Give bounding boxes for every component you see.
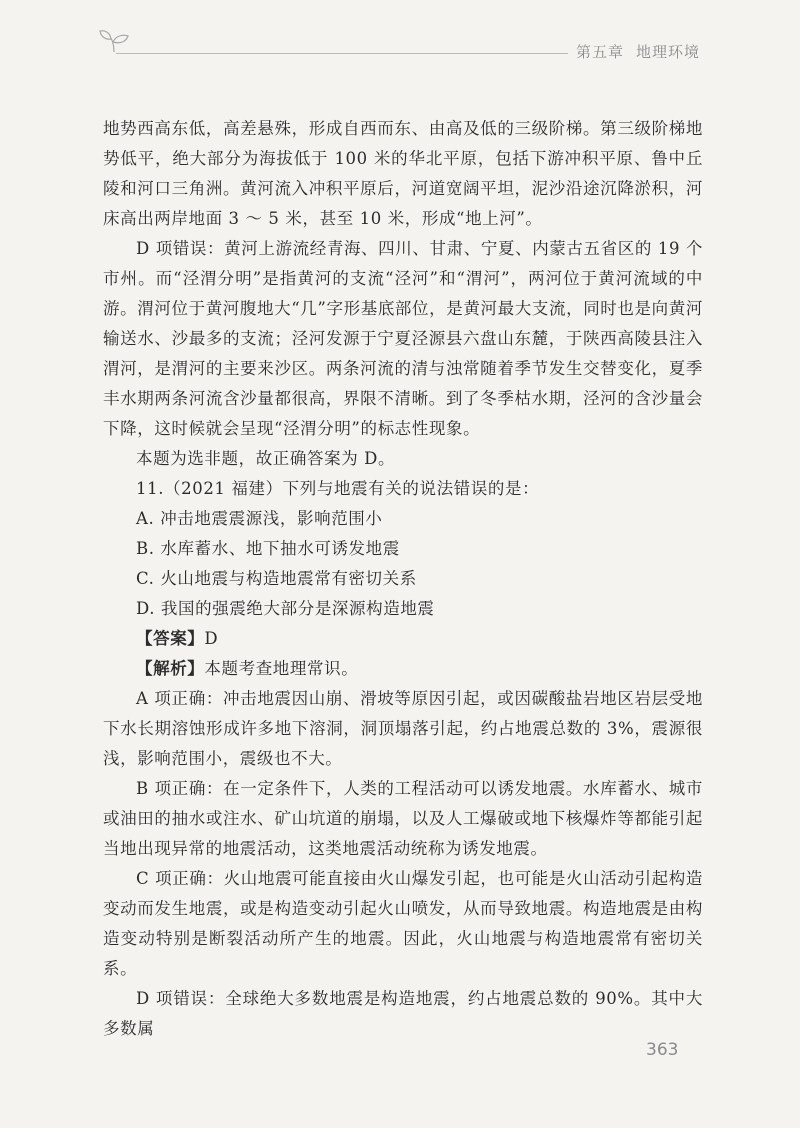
- answer-value: D: [204, 629, 219, 648]
- analysis-tag: 【解析】: [136, 659, 205, 678]
- chapter-number: 第五章: [576, 43, 625, 61]
- question-stem: 11.（2021 福建）下列与地震有关的说法错误的是：: [136, 479, 540, 498]
- explanation-c: C 项正确：火山地震可能直接由火山爆发引起，也可能是火山活动引起构造变动而发生地震，或是构造变动引起火山喷发，从而导致地震。构造地震是由构造变动特别是断裂活动所产生的地震。因此，火山地震与构造地震常有密切关系。: [103, 869, 703, 978]
- paragraph-option-d-analysis: D 项错误：黄河上游流经青海、四川、甘肃、宁夏、内蒙古五省区的 19 个市州。而“泾渭分明”是指黄河的支流“泾河”和“渭河”，两河位于黄河流域的中游。渭河位于黄河腹地大“几”字形基底部位，是黄河最大支流，同时也是向黄河输送水、沙最多的支流；泾河发源于宁夏泾源县六盘山东麓，于陕西高陵县注入渭河，是渭河的主要来沙区。两条河流的清与浊常随着季节发生交替变化，夏季丰水期两条河流含沙量都很高，界限不清晰。到了冬季枯水期，泾河的含沙量会下降，这时候就会呈现“泾渭分明”的标志性现象。: [103, 239, 703, 438]
- page-header: [98, 28, 701, 68]
- analysis-line: [103, 654, 703, 684]
- chapter-heading: [576, 41, 700, 62]
- page-body: [103, 114, 703, 1044]
- header-rule: [116, 53, 568, 54]
- option-c: C. 火山地震与构造地震常有密切关系: [136, 569, 417, 588]
- paragraph-terrain: 地势西高东低，高差悬殊，形成自西而东、由高及低的三级阶梯。第三级阶梯地势低平，绝大部分为海拔低于 100 米的华北平原，包括下游冲积平原、鲁中丘陵和河口三角洲。黄河流入冲积平原后，河道宽阔平坦，泥沙沿途沉降淤积，河床高出两岸地面 3 ～ 5 米，甚至 10 米，形成“地上河”。: [103, 119, 703, 228]
- option-b: B. 水库蓄水、地下抽水可诱发地震: [136, 539, 400, 558]
- sprout-icon: [98, 28, 130, 54]
- answer-tag: 【答案】: [136, 629, 205, 648]
- analysis-text: 本题考查地理常识。: [204, 659, 359, 678]
- option-a: A. 冲击地震震源浅，影响范围小: [136, 509, 383, 528]
- explanation-d: D 项错误：全球绝大多数地震是构造地震，约占地震总数的 90%。其中大多数属: [103, 989, 703, 1038]
- paragraph-conclusion: 本题为选非题，故正确答案为 D。: [136, 449, 396, 468]
- explanation-b: B 项正确：在一定条件下，人类的工程活动可以诱发地震。水库蓄水、城市或油田的抽水或注水、矿山坑道的崩塌，以及人工爆破或地下核爆炸等都能引起当地出现异常的地震活动，这类地震活动统称为诱发地震。: [103, 779, 703, 858]
- explanation-a: A 项正确：冲击地震因山崩、滑坡等原因引起，或因碳酸盐岩地区岩层受地下水长期溶蚀形成许多地下溶洞，洞顶塌落引起，约占地震总数的 3%，震源很浅，影响范围小，震级也不大。: [103, 689, 703, 768]
- page-number: 363: [646, 1040, 679, 1060]
- chapter-title: 地理环境: [636, 43, 701, 61]
- option-d: D. 我国的强震绝大部分是深源构造地震: [136, 599, 435, 618]
- answer-line: [103, 624, 703, 654]
